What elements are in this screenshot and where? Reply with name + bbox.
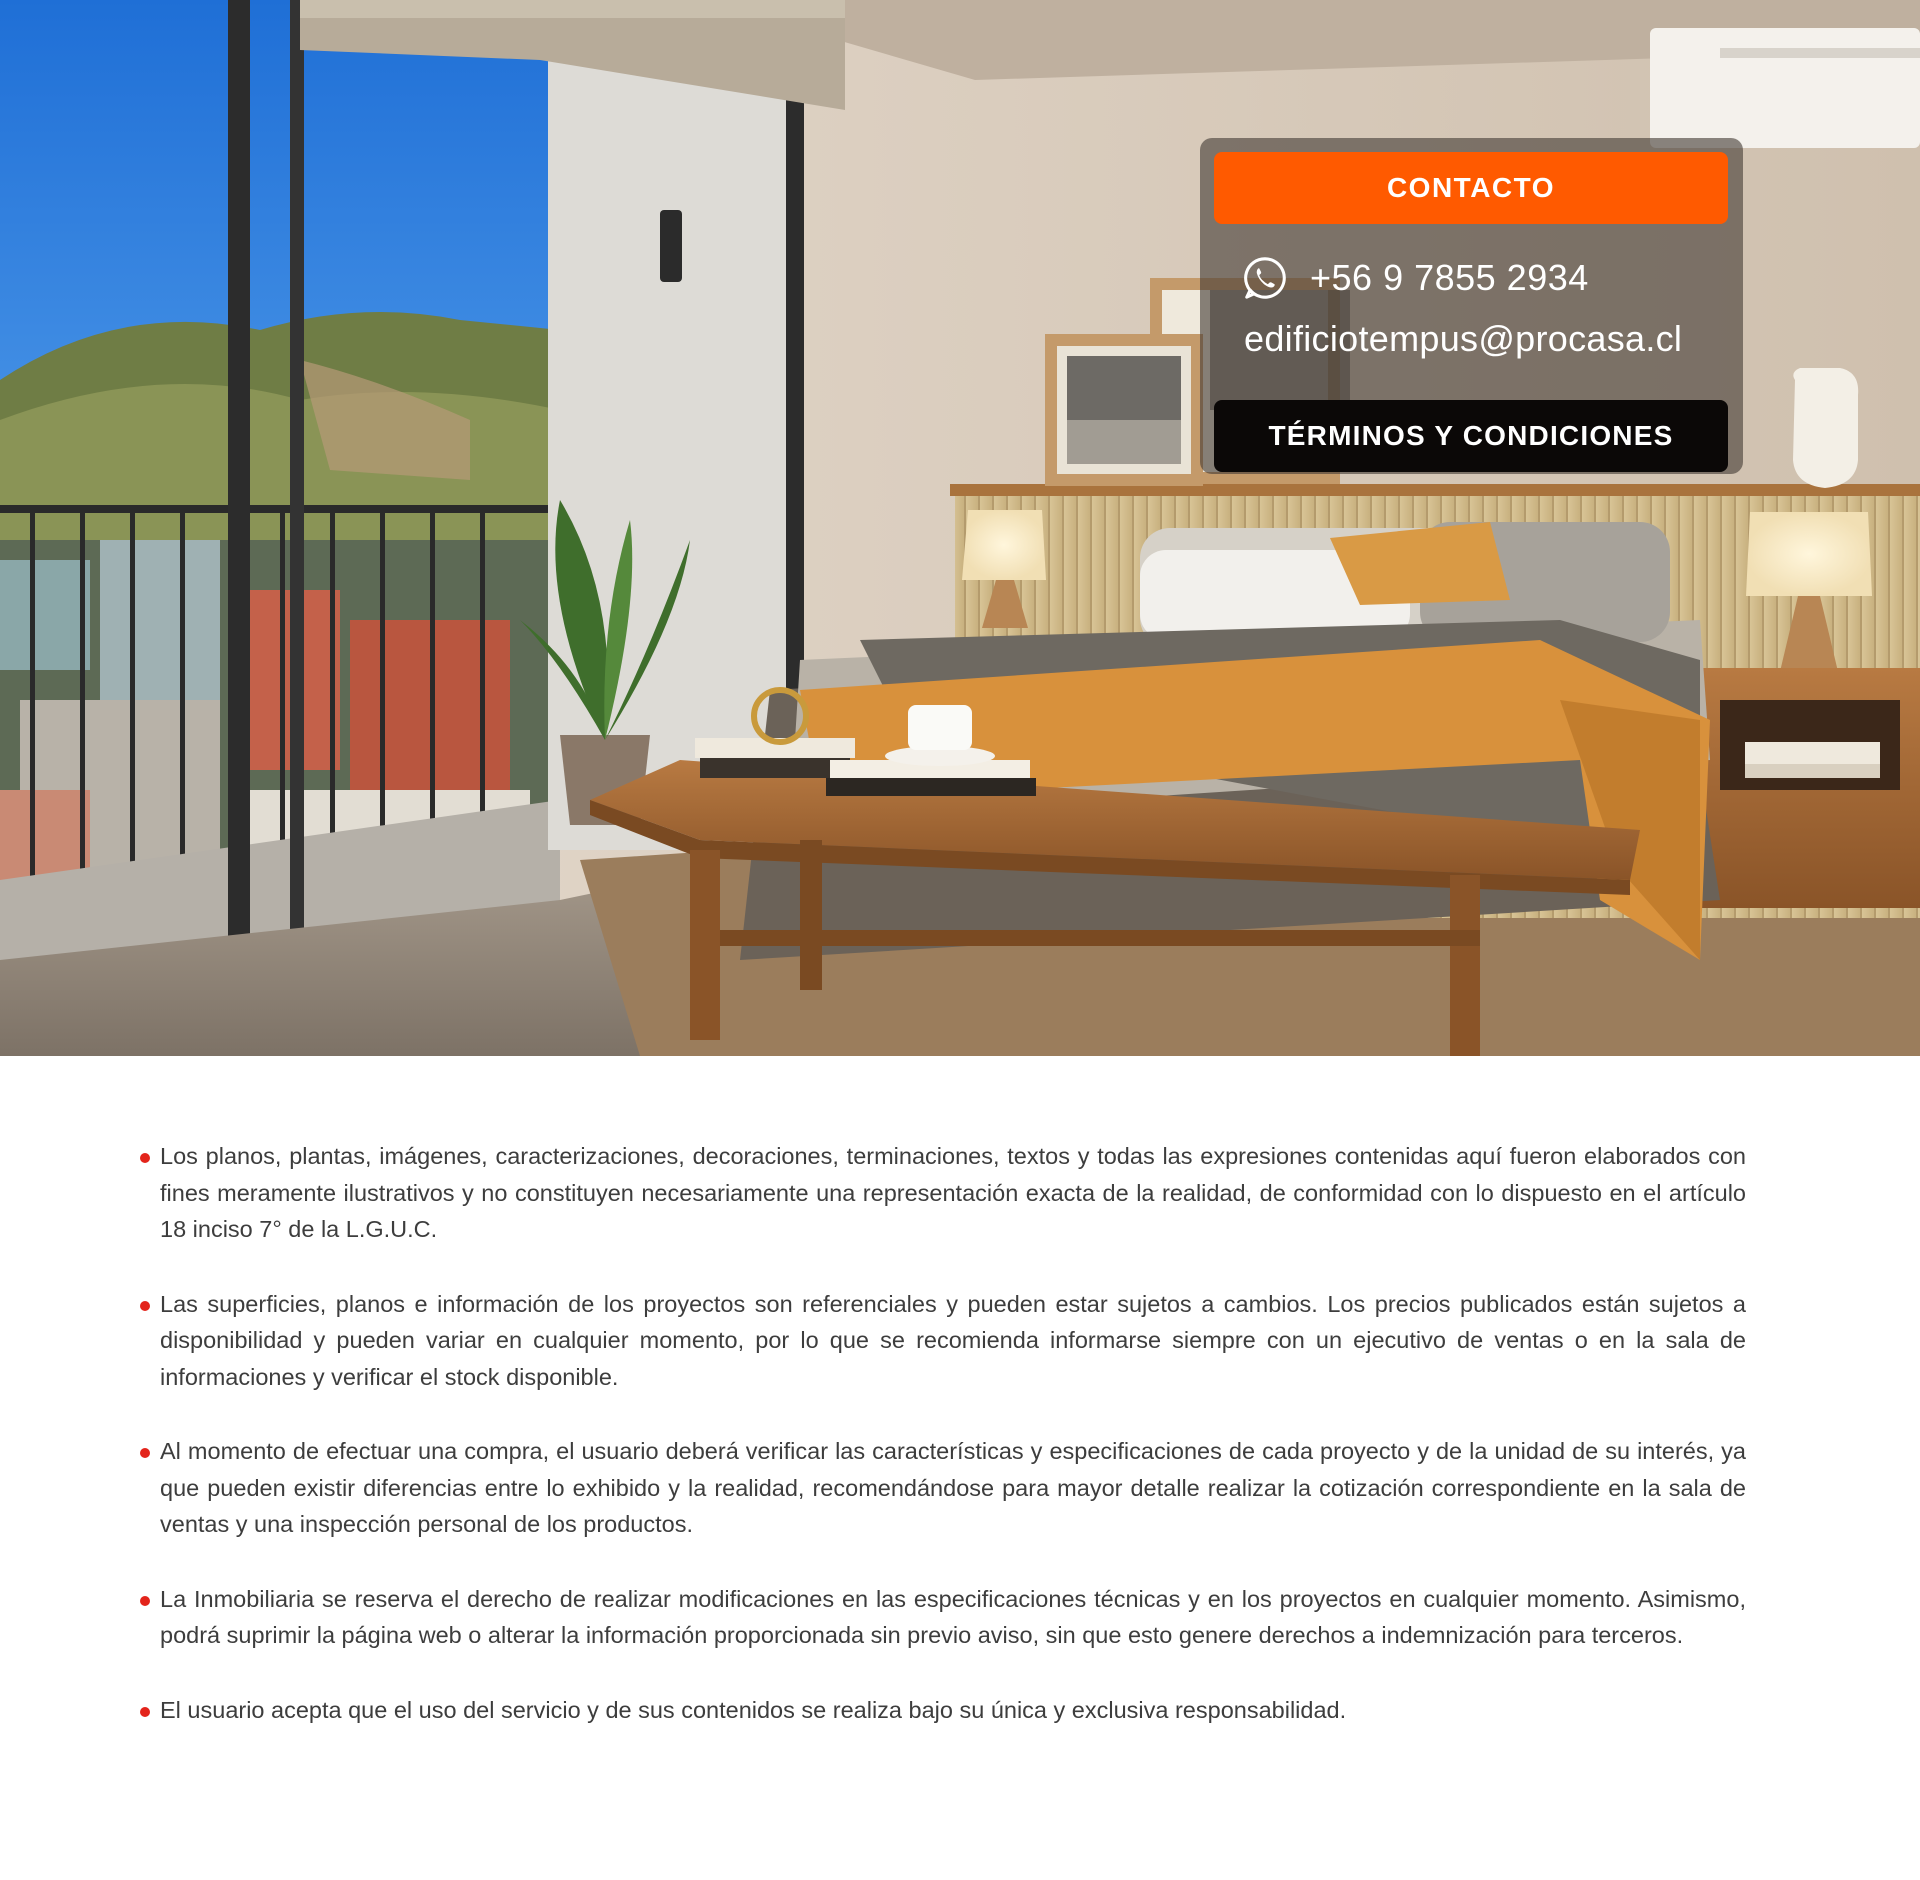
whatsapp-icon [1242, 255, 1288, 301]
disclaimer-text: El usuario acepta que el uso del servicio y de sus contenidos se realiza bajo su única y exclusiva responsabilidad. [160, 1696, 1347, 1723]
contacto-button[interactable]: CONTACTO [1214, 152, 1728, 224]
disclaimer-text: Al momento de efectuar una compra, el usuario deberá verificar las características y especificaciones de cada proyecto y de la unidad de su interés, ya que pueden existir diferencias entre lo exhibido y la realidad, recomendándose para mayor detalle realizar la cotización correspondiente en la sala de ventas y una inspección personal de los productos. [160, 1438, 1746, 1537]
bullet-icon [140, 1153, 150, 1163]
disclaimer-text: Los planos, plantas, imágenes, caracterizaciones, decoraciones, terminaciones, textos y todas las expresiones contenidas aquí fueron elaborados con fines meramente ilustrativos y no constituyen necesariamente una representación exacta de la realidad, de conformidad con lo dispuesto en el artículo 18 inciso 7° de la L.G.U.C. [160, 1143, 1746, 1242]
contact-panel [1200, 138, 1743, 474]
bullet-icon [140, 1707, 150, 1717]
phone-number[interactable]: +56 9 7855 2934 [1310, 257, 1589, 298]
phone-row[interactable] [1242, 254, 1589, 302]
disclaimer-text: La Inmobiliaria se reserva el derecho de realizar modificaciones en las especificaciones técnicas y en los proyectos en cualquier momento. Asimismo, podrá suprimir la página web o alterar la información proporcionada sin previo aviso, sin que esto genere derechos a indemnización para terceros. [160, 1585, 1746, 1648]
bullet-icon [140, 1301, 150, 1311]
disclaimer-item [140, 1692, 1746, 1729]
disclaimer-item [140, 1433, 1746, 1543]
terminos-y-condiciones-button[interactable]: TÉRMINOS Y CONDICIONES [1214, 400, 1728, 472]
bullet-icon [140, 1596, 150, 1606]
disclaimer-item [140, 1138, 1746, 1248]
email-link[interactable]: edificiotempus@procasa.cl [1244, 318, 1683, 359]
disclaimer-item [140, 1286, 1746, 1396]
disclaimer-text: Las superficies, planos e información de los proyectos son referenciales y pueden estar sujetos a cambios. Los precios publicados están sujetos a disponibilidad y pueden variar en cualquier momento, por lo que se recomienda informarse siempre con un ejecutivo de ventas o en la sala de informaciones y verificar el stock disponible. [160, 1290, 1746, 1390]
bullet-icon [140, 1448, 150, 1458]
disclaimer-list [140, 1138, 1746, 1766]
disclaimer-item [140, 1581, 1746, 1654]
